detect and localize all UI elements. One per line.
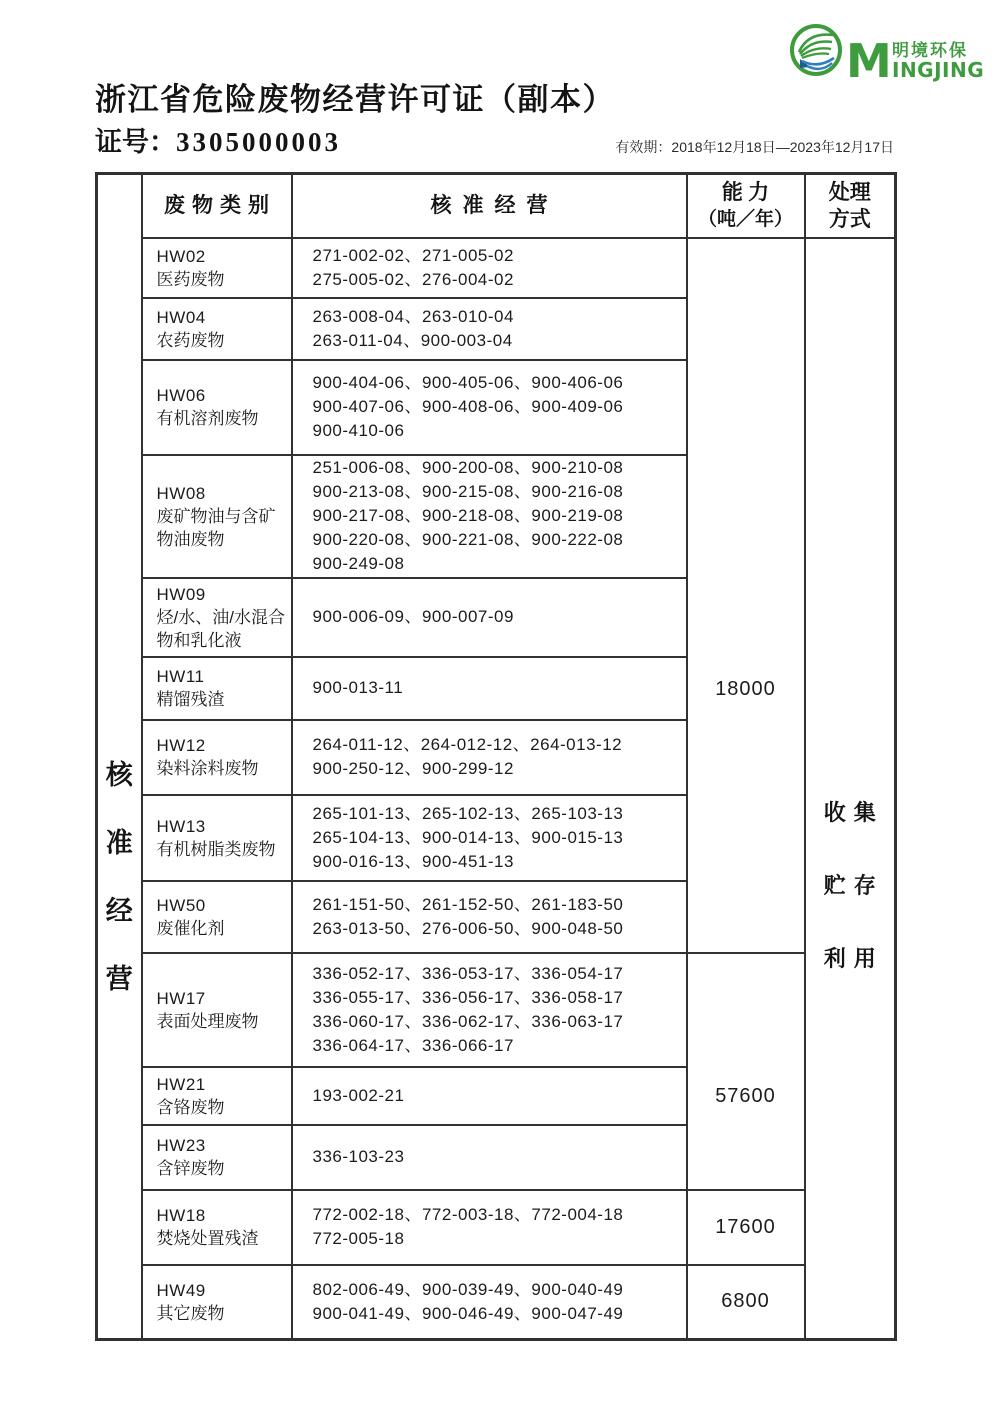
waste-category: HW13 有机树脂类废物 <box>142 795 292 881</box>
doc-title: 浙江省危险废物经营许可证（副本） <box>95 82 615 117</box>
waste-category: HW12 染料涂料废物 <box>142 720 292 795</box>
capacity-value-57600: 57600 <box>687 953 805 1190</box>
approved-codes: 271-002-02、271-005-02 275-005-02、276-004-02 <box>292 238 687 298</box>
treatment-methods: 收集 贮存 利用 <box>805 238 896 1340</box>
col-header-capacity: 能 力 （吨／年） <box>687 174 805 238</box>
validity-period: 有效期：2018年12月18日—2023年12月17日 <box>615 139 894 155</box>
capacity-value-17600: 17600 <box>687 1190 805 1265</box>
col-header-approved-codes: 核准经营 <box>292 174 687 238</box>
brand-name-cn: 明境环保 <box>892 41 968 61</box>
approved-codes: 900-013-11 <box>292 657 687 720</box>
approved-codes: 265-101-13、265-102-13、265-103-13 265-104-13、900-014-13、900-015-13 900-016-13、900-451-13 <box>292 795 687 881</box>
license-table <box>95 172 897 1341</box>
approved-codes: 251-006-08、900-200-08、900-210-08 900-213-08、900-215-08、900-216-08 900-217-08、900-218-08、900-219-08 900-220-08、900-221-08、900-222-08 900-249-08 <box>292 455 687 578</box>
col-header-treatment-method: 处理 方式 <box>805 174 896 238</box>
brand-logo <box>788 22 988 82</box>
waste-category: HW06 有机溶剂废物 <box>142 360 292 455</box>
brand-name-en: INGJING <box>892 58 985 82</box>
waste-category: HW02 医药废物 <box>142 238 292 298</box>
waste-category: HW21 含铬废物 <box>142 1067 292 1125</box>
waste-category: HW11 精馏残渣 <box>142 657 292 720</box>
waste-category: HW18 焚烧处置残渣 <box>142 1190 292 1265</box>
table-row-hw18 <box>97 1190 896 1265</box>
approved-codes: 802-006-49、900-039-49、900-040-49 900-041-49、900-046-49、900-047-49 <box>292 1265 687 1340</box>
capacity-value-18000: 18000 <box>687 238 805 953</box>
logo-m-letter: M <box>846 34 892 82</box>
col-header-waste-category: 废物类别 <box>142 174 292 238</box>
waste-category: HW04 农药废物 <box>142 298 292 360</box>
logo-mark-icon <box>788 22 988 82</box>
waste-category: HW08 废矿物油与含矿物油废物 <box>142 455 292 578</box>
waste-category: HW17 表面处理废物 <box>142 953 292 1067</box>
approved-codes: 772-002-18、772-003-18、772-004-18 772-005-18 <box>292 1190 687 1265</box>
waste-category: HW50 废催化剂 <box>142 881 292 953</box>
approved-codes: 261-151-50、261-152-50、261-183-50 263-013-50、276-006-50、900-048-50 <box>292 881 687 953</box>
approved-codes: 900-404-06、900-405-06、900-406-06 900-407-06、900-408-06、900-409-06 900-410-06 <box>292 360 687 455</box>
approved-codes: 263-008-04、263-010-04 263-011-04、900-003-04 <box>292 298 687 360</box>
waste-category: HW09 烃/水、油/水混合物和乳化液 <box>142 578 292 657</box>
approved-codes: 336-103-23 <box>292 1125 687 1190</box>
side-label-approved-operation: 核 准 经 营 <box>97 174 142 1340</box>
cert-number-value: 3305000003 <box>176 127 341 157</box>
approved-codes: 336-052-17、336-053-17、336-054-17 336-055-17、336-056-17、336-058-17 336-060-17、336-062-17、336-063-17 336-064-17、336-066-17 <box>292 953 687 1067</box>
waste-category: HW23 含锌废物 <box>142 1125 292 1190</box>
table-row-hw49 <box>97 1265 896 1340</box>
table-row-hw17 <box>97 953 896 1067</box>
table-row-hw02 <box>97 238 896 298</box>
capacity-value-6800: 6800 <box>687 1265 805 1340</box>
approved-codes: 900-006-09、900-007-09 <box>292 578 687 657</box>
approved-codes: 264-011-12、264-012-12、264-013-12 900-250-12、900-299-12 <box>292 720 687 795</box>
approved-codes: 193-002-21 <box>292 1067 687 1125</box>
cert-number <box>95 120 341 159</box>
cert-number-label: 证号： <box>95 127 176 157</box>
waste-category: HW49 其它废物 <box>142 1265 292 1340</box>
